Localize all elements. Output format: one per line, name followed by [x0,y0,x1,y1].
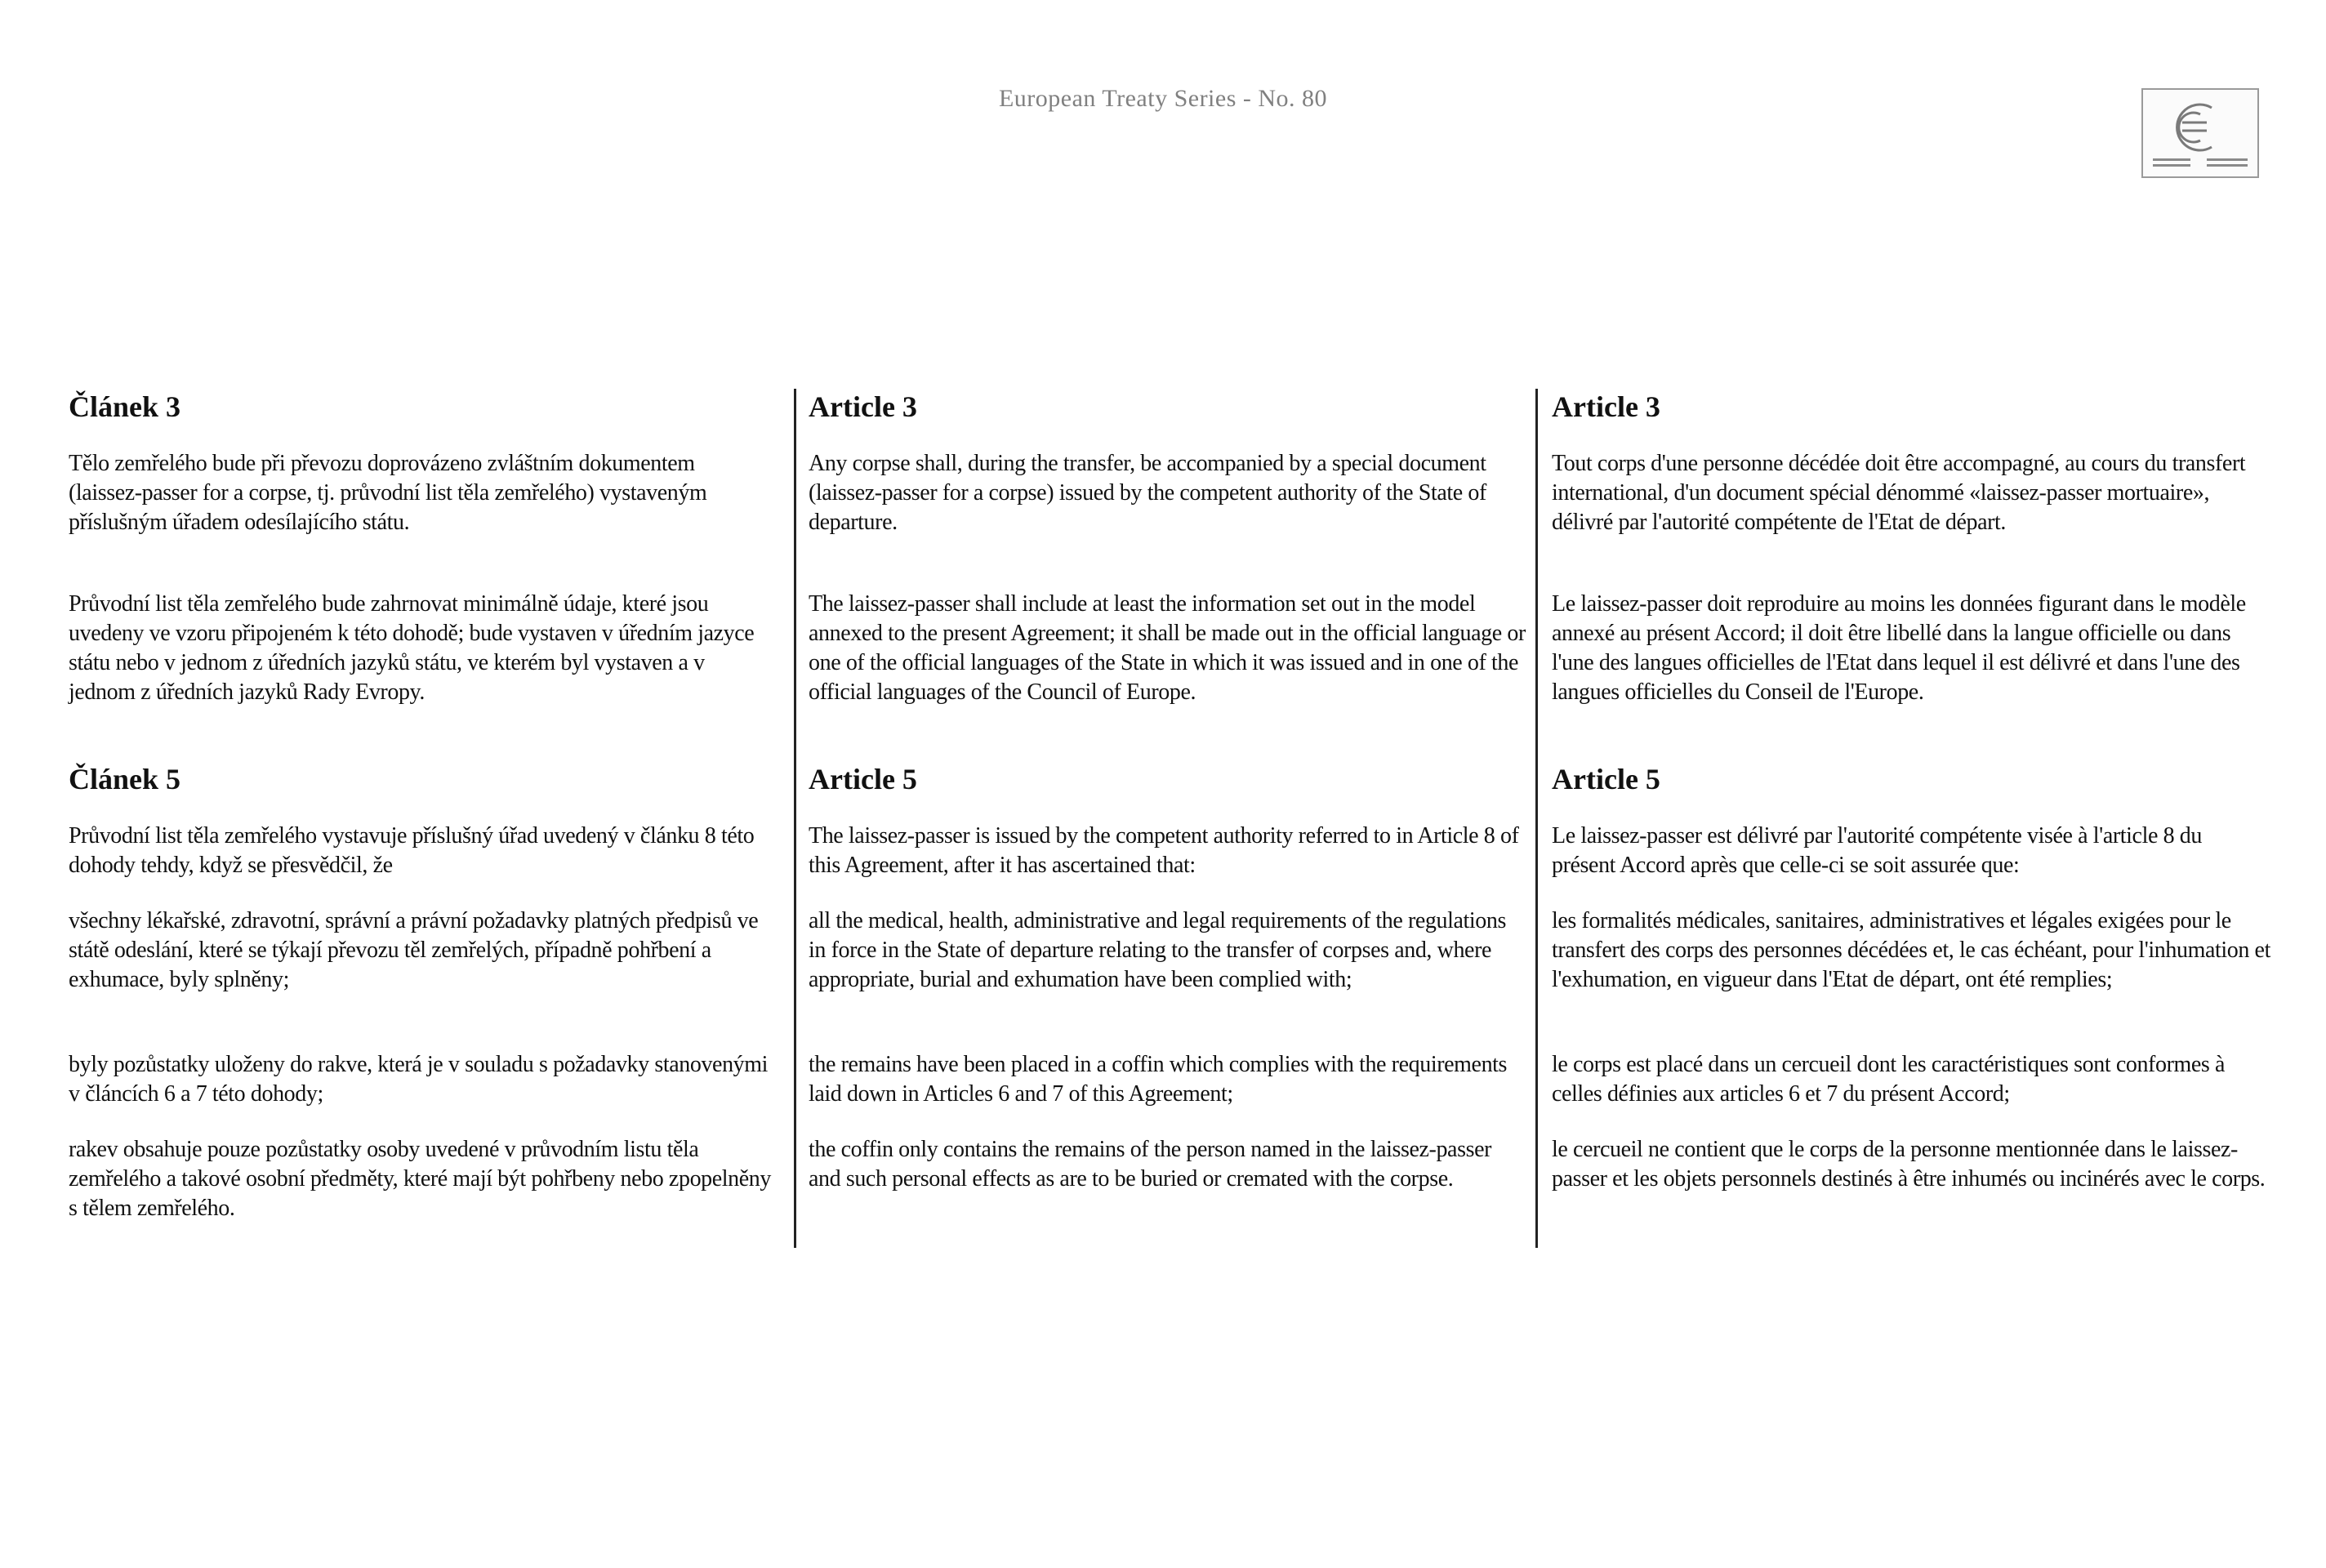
article-3-paragraph-1: Tělo zemřelého bude při převozu doprovázeno zvláštním dokumentem (laissez-passer for a corpse, tj. průvodní list těla zemřelého) vystaveným příslušným úřadem odesílajícího státu. [69,451,707,535]
article-5-paragraph-2: všechny lékařské, zdravotní, správní a právní požadavky platných předpisů ve státě odeslání, které se týkají převozu těl zemřelých, případně pohřbení a exhumace, byly splněny; [69,908,759,992]
article-5-heading: Article 5 [809,763,917,795]
article-3-heading: Article 3 [1552,390,1660,423]
series-title: European Treaty Series - No. 80 [998,85,1328,112]
column-divider [1535,389,1538,1248]
article-3-paragraph-1: Any corpse shall, during the transfer, be accompanied by a special document (laissez-passer for a corpse) issued by the competent authority of the State of departure. [809,451,1486,535]
article-3-heading: Article 3 [809,390,917,423]
article-5-paragraph-4: le cercueil ne contient que le corps de la personne mentionnée dans le laissez-passer et les objets personnels destinés à être inhumés ou incinérés avec le corps. [1552,1137,2266,1192]
article-5-paragraph-4: rakev obsahuje pouze pozůstatky osoby uvedené v průvodním listu těla zemřelého a takové osobní předměty, které mají být pohřbeny nebo zpopelněny s tělem zemřelého. [69,1137,771,1221]
article-3-paragraph-1: Tout corps d'une personne décédée doit être accompagné, au cours du transfert international, d'un document spécial dénommé «laissez-passer mortuaire», délivré par l'autorité compétente de l'Etat de départ. [1552,451,2246,535]
article-5-paragraph-3: le corps est placé dans un cercueil dont les caractéristiques sont conformes à celles définies aux articles 6 et 7 du présent Accord; [1552,1052,2226,1107]
article-3-paragraph-2: Průvodní list těla zemřelého bude zahrnovat minimálně údaje, které jsou uvedeny ve vzoru připojeném k této dohodě; bude vystaven v úředním jazyce státu nebo v jednom z úředních jazyků státu, ve kterém byl vystaven a v jednom z úředních jazyků Rady Evropy. [69,591,755,705]
article-5-paragraph-3: the remains have been placed in a coffin which complies with the requirements laid down in Articles 6 and 7 of this Agreement; [809,1052,1508,1107]
article-3-paragraph-2: The laissez-passer shall include at least the information set out in the model annexed to the present Agreement; it shall be made out in the official language or one of the official languages of the State in which it was issued and in one of the official languages of the Council of Europe. [809,591,1526,705]
article-5-paragraph-3: byly pozůstatky uloženy do rakve, která je v souladu s požadavky stanovenými v článcích 6 a 7 této dohody; [69,1052,769,1107]
article-5-heading: Článek 5 [69,763,181,795]
article-5-heading: Article 5 [1552,763,1660,795]
article-5-paragraph-2: les formalités médicales, sanitaires, administratives et légales exigées pour le transfert des corps des personnes décédées et, le cas échéant, pour l'inhumation et l'exhumation, en vigueur dans l'Etat de départ, ont été remplies; [1552,908,2270,992]
council-of-europe-logo [2141,88,2259,178]
article-3-heading: Článek 3 [69,390,181,423]
article-3-paragraph-2: Le laissez-passer doit reproduire au moins les données figurant dans le modèle annexé au présent Accord; il doit être libellé dans la langue officielle ou dans l'une des langues officielles de l'Etat dans lequel il est délivré et dans l'une des langues officielles du Conseil de l'Europe. [1552,591,2246,705]
article-5-paragraph-4: the coffin only contains the remains of the person named in the laissez-passer and such personal effects as are to be buried or cremated with the corpse. [809,1137,1492,1192]
column-divider [794,389,796,1248]
article-5-paragraph-1: The laissez-passer is issued by the competent authority referred to in Article 8 of this Agreement, after it has ascertained that: [809,823,1519,878]
french-column [1552,389,2270,1248]
english-column [809,389,1526,1248]
article-5-paragraph-2: all the medical, health, administrative and legal requirements of the regulations in force in the State of departure relating to the transfer of corpses and, where appropriate, burial and exhumation have been complied with; [809,908,1506,992]
article-5-paragraph-1: Le laissez-passer est délivré par l'autorité compétente visée à l'article 8 du présent Accord après que celle-ci se soit assurée que: [1552,823,2202,878]
council-of-europe-emblem-icon [2143,90,2257,176]
czech-column [69,389,771,1248]
article-5-paragraph-1: Průvodní list těla zemřelého vystavuje příslušný úřad uvedený v článku 8 této dohody tehdy, když se přesvědčil, že [69,823,755,878]
